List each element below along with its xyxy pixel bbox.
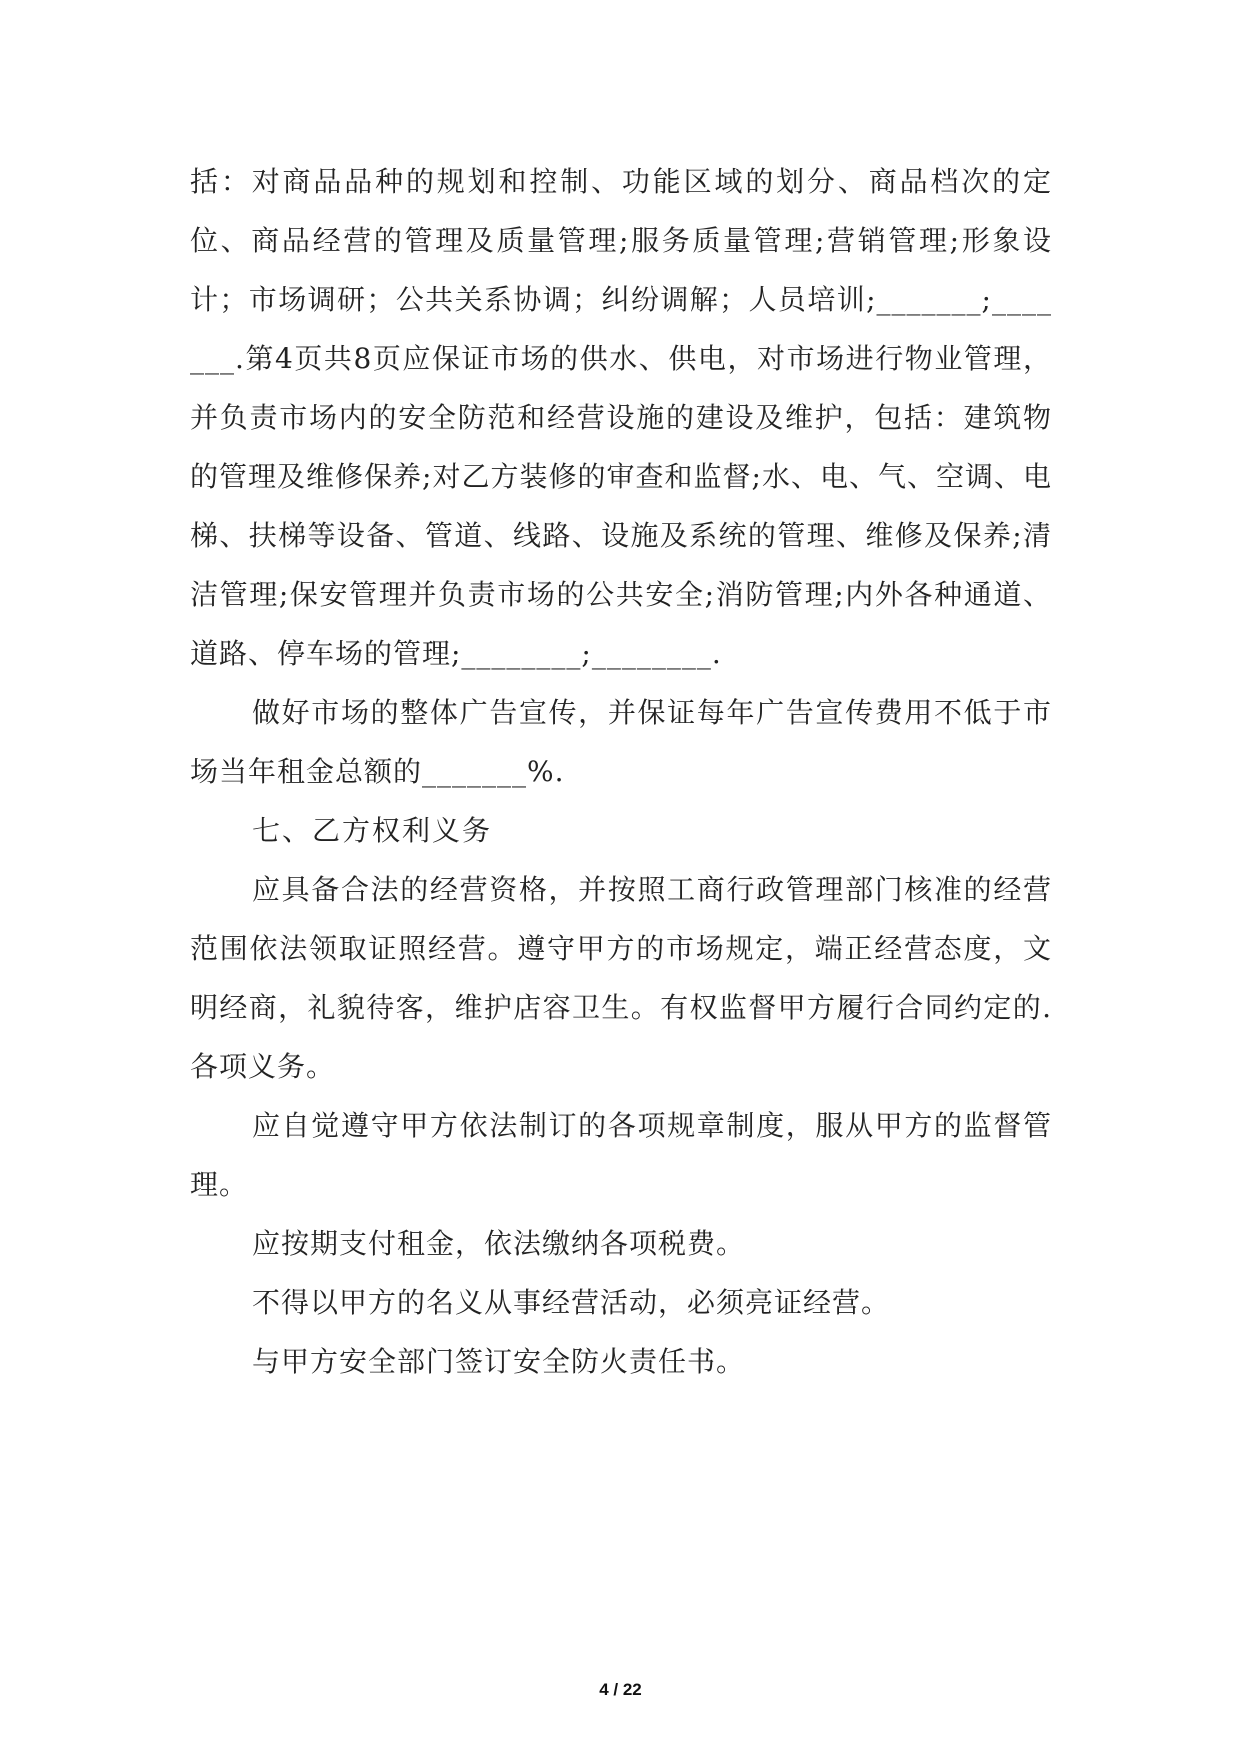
section-heading: 七、乙方权利义务 (252, 814, 493, 847)
paragraph-rent-payment: 应按期支付租金，依法缴纳各项税费。 (252, 1227, 746, 1260)
page-number: 4 / 22 (599, 1680, 642, 1699)
paragraph-licensed-operation: 不得以甲方的名义从事经营活动，必须亮证经营。 (252, 1286, 891, 1319)
paragraph-advertising: 做好市场的整体广告宣传，并保证每年广告宣传费用不低于市场当年租金总额的_______%. (190, 696, 1052, 788)
paragraph-fire-safety: 与甲方安全部门签订安全防火责任书。 (252, 1345, 746, 1378)
document-body (190, 152, 1052, 1391)
paragraph-rules-compliance: 应自觉遵守甲方依法制订的各项规章制度，服从甲方的监督管理。 (190, 1109, 1052, 1201)
paragraph-management-duties: 括：对商品品种的规划和控制、功能区域的划分、商品档次的定位、商品经营的管理及质量管理;服务质量管理;营销管理;形象设计；市场调研；公共关系协调；纠纷调解；人员培训;_______;_______.第4页共8页应保证市场的供水、供电，对市场进行物业管理，并负责市场内的安全防范和经营设施的建设及维护，包括：建筑物的管理及维修保养;对乙方装修的审查和监督;水、电、气、空调、电梯、扶梯等设备、管道、线路、设施及系统的管理、维修及保养;清洁管理;保安管理并负责市场的公共安全;消防管理;内外各种通道、道路、停车场的管理;________;________. (190, 165, 1052, 670)
paragraph-business-qualification: 应具备合法的经营资格，并按照工商行政管理部门核准的经营范围依法领取证照经营。遵守甲方的市场规定，端正经营态度，文明经商，礼貌待客，维护店容卫生。有权监督甲方履行合同约定的.各项义务。 (190, 873, 1052, 1083)
